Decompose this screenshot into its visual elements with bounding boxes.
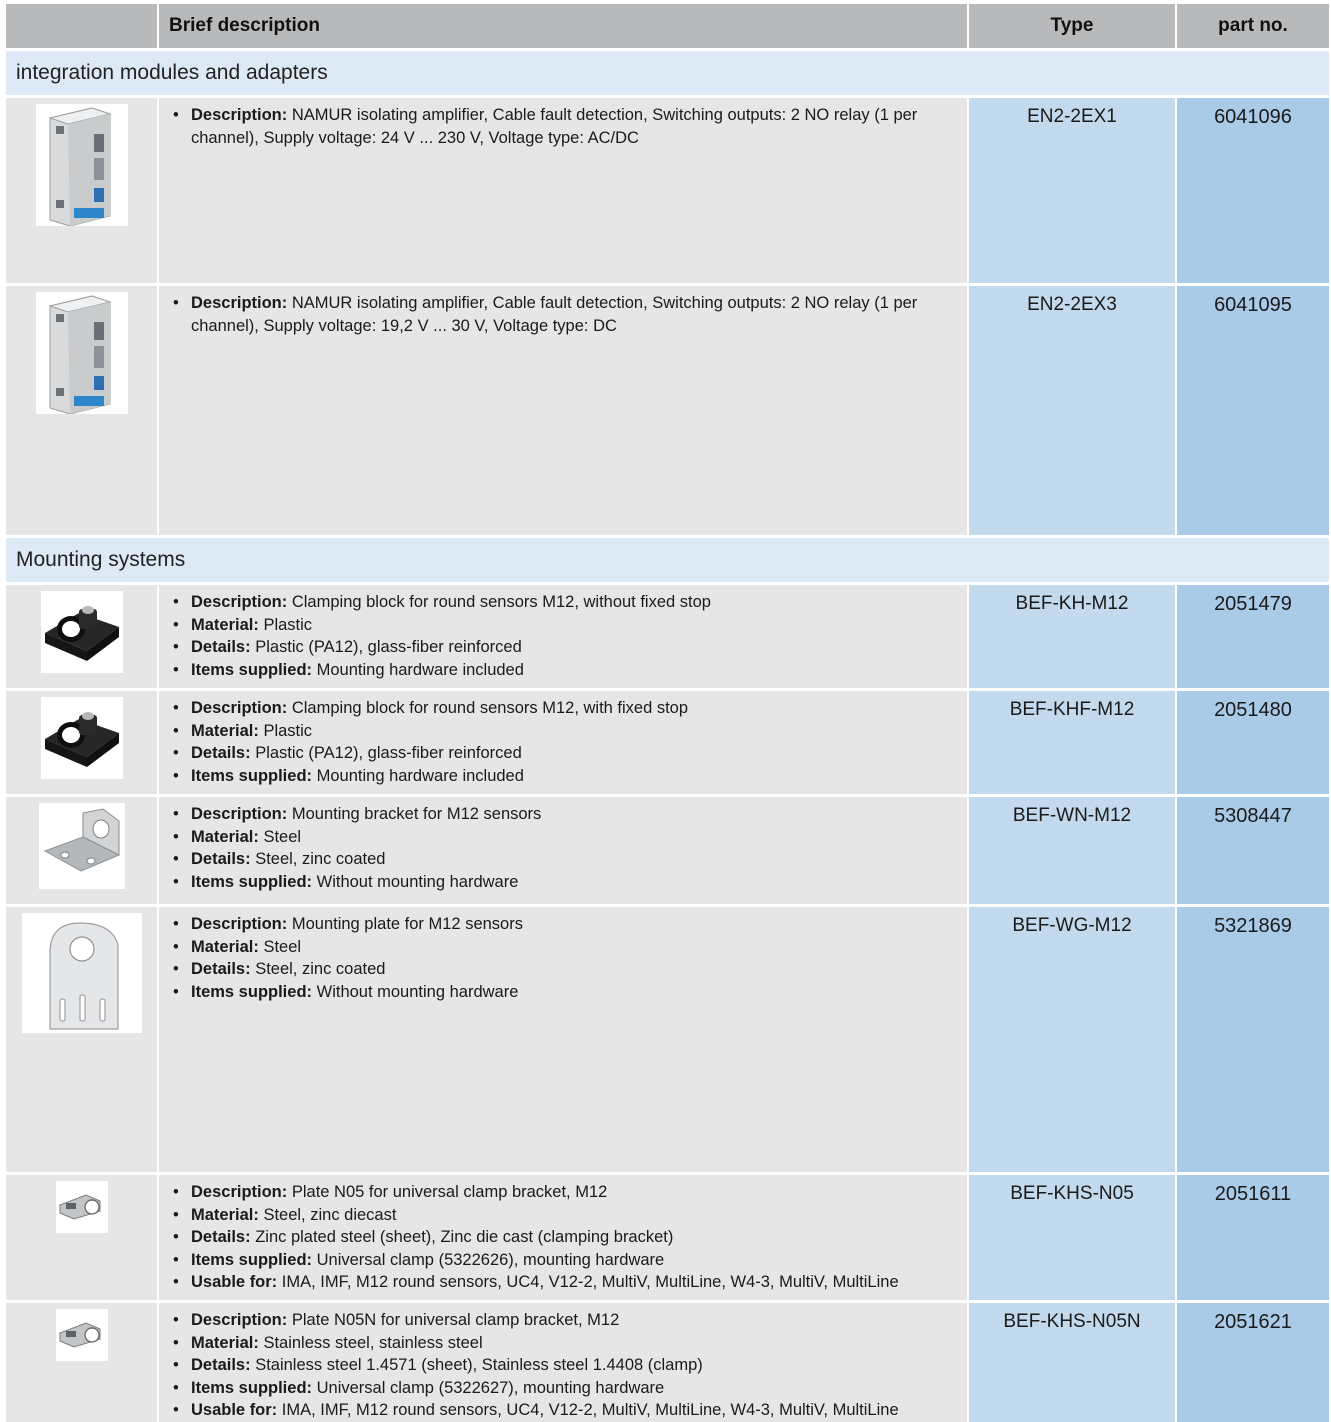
spec-text: Plate N05N for universal clamp bracket, M12 [287, 1311, 620, 1329]
description-cell [158, 690, 968, 796]
spec-item [167, 871, 957, 894]
product-image-cell [6, 584, 158, 690]
spec-item [167, 292, 957, 337]
spec-text: Zinc plated steel (sheet), Zinc die cast (clamping bracket) [250, 1228, 674, 1246]
spec-item [167, 1377, 957, 1400]
spec-text: Steel [258, 937, 302, 956]
spec-label: Description: [191, 106, 288, 124]
spec-text: Plastic [258, 721, 313, 740]
table-row [6, 906, 1329, 1174]
spec-label: Items supplied: [191, 982, 313, 1001]
spec-text: Steel [258, 827, 302, 846]
section-title: Mounting systems [6, 537, 1329, 584]
product-image-cell [6, 1174, 158, 1302]
spec-item [167, 636, 957, 659]
spec-list [167, 292, 957, 337]
spec-item [167, 1249, 957, 1272]
type-cell: BEF-KH-M12 [968, 584, 1176, 690]
section-header-row [6, 537, 1329, 584]
part-number-cell: 6041095 [1176, 285, 1329, 537]
type-cell: EN2-2EX1 [968, 97, 1176, 285]
part-number-cell: 2051621 [1176, 1302, 1329, 1422]
spec-list [167, 591, 957, 681]
product-image-cell [6, 1302, 158, 1422]
spec-label: Usable for: [191, 1273, 278, 1291]
spec-label: Description: [191, 915, 288, 933]
type-cell: BEF-WG-M12 [968, 906, 1176, 1174]
description-cell [158, 906, 968, 1174]
header-part-col: part no. [1176, 4, 1329, 50]
spec-text: NAMUR isolating amplifier, Cable fault detection, Switching outputs: 2 NO relay (1 per channel), Supply voltage: 24 V ... 230 V, Voltage type: AC/DC [191, 106, 918, 147]
universal-clamp-plate-image [56, 1309, 108, 1361]
section-header-row [6, 50, 1329, 97]
spec-item [167, 720, 957, 743]
spec-label: Description: [191, 294, 288, 312]
spec-text: Clamping block for round sensors M12, without fixed stop [287, 593, 711, 611]
spec-text: Stainless steel 1.4571 (sheet), Stainless steel 1.4408 (clamp) [250, 1356, 703, 1374]
spec-label: Details: [191, 744, 251, 762]
description-cell [158, 1174, 968, 1302]
table-row [6, 584, 1329, 690]
product-image-cell [6, 285, 158, 537]
universal-clamp-plate-image [56, 1181, 108, 1233]
header-image-col [6, 4, 158, 50]
spec-text: Without mounting hardware [312, 982, 519, 1001]
spec-item [167, 1399, 957, 1422]
table-row [6, 1302, 1329, 1422]
spec-item [167, 591, 957, 614]
product-image-cell [6, 796, 158, 906]
spec-text: Plastic [258, 615, 313, 634]
spec-label: Material: [191, 1205, 259, 1224]
accessories-table [6, 4, 1329, 1422]
spec-label: Material: [191, 1333, 259, 1352]
clamping-block-image [41, 697, 123, 779]
table-header-row [6, 4, 1329, 50]
spec-list [167, 1181, 957, 1294]
part-number-cell: 2051480 [1176, 690, 1329, 796]
spec-text: Steel, zinc coated [250, 960, 386, 978]
mounting-plate-image [22, 913, 142, 1033]
part-number-cell: 5321869 [1176, 906, 1329, 1174]
part-number-cell: 5308447 [1176, 796, 1329, 906]
spec-item [167, 659, 957, 682]
spec-label: Items supplied: [191, 872, 313, 891]
spec-label: Details: [191, 638, 251, 656]
product-image-cell [6, 906, 158, 1174]
spec-text: Mounting hardware included [312, 766, 524, 785]
spec-label: Description: [191, 1183, 288, 1201]
spec-label: Description: [191, 699, 288, 717]
description-cell [158, 1302, 968, 1422]
spec-item [167, 1354, 957, 1377]
table-body [6, 50, 1329, 1422]
spec-item [167, 848, 957, 871]
header-description-col: Brief description [158, 4, 968, 50]
spec-label: Details: [191, 960, 251, 978]
description-cell [158, 796, 968, 906]
spec-label: Usable for: [191, 1401, 278, 1419]
product-image-cell [6, 690, 158, 796]
table-row [6, 1174, 1329, 1302]
spec-label: Material: [191, 615, 259, 634]
table-row [6, 690, 1329, 796]
description-cell [158, 584, 968, 690]
spec-text: Without mounting hardware [312, 872, 519, 891]
spec-item [167, 1332, 957, 1355]
spec-label: Items supplied: [191, 1250, 313, 1269]
namur-amplifier-module-image [36, 104, 128, 226]
description-cell [158, 97, 968, 285]
spec-item [167, 1181, 957, 1204]
spec-item [167, 936, 957, 959]
spec-text: Steel, zinc coated [250, 850, 386, 868]
spec-text: IMA, IMF, M12 round sensors, UC4, V12-2, MultiV, MultiLine, W4-3, MultiV, MultiLine [277, 1401, 899, 1419]
spec-text: Steel, zinc diecast [258, 1205, 397, 1224]
spec-item [167, 742, 957, 765]
part-number-cell: 2051479 [1176, 584, 1329, 690]
spec-label: Description: [191, 593, 288, 611]
part-number-cell: 2051611 [1176, 1174, 1329, 1302]
spec-item [167, 981, 957, 1004]
spec-item [167, 913, 957, 936]
spec-label: Material: [191, 937, 259, 956]
table-row [6, 97, 1329, 285]
spec-item [167, 803, 957, 826]
spec-item [167, 765, 957, 788]
spec-item [167, 1204, 957, 1227]
spec-item [167, 958, 957, 981]
spec-text: Mounting hardware included [312, 660, 524, 679]
spec-text: Universal clamp (5322627), mounting hardware [312, 1378, 665, 1397]
spec-label: Items supplied: [191, 766, 313, 785]
spec-label: Items supplied: [191, 1378, 313, 1397]
description-cell [158, 285, 968, 537]
namur-amplifier-module-image [36, 292, 128, 414]
type-cell: BEF-KHS-N05 [968, 1174, 1176, 1302]
part-number-cell: 6041096 [1176, 97, 1329, 285]
spec-label: Details: [191, 1356, 251, 1374]
spec-item [167, 104, 957, 149]
spec-item [167, 614, 957, 637]
mounting-bracket-image [39, 803, 125, 889]
spec-text: Plastic (PA12), glass-fiber reinforced [250, 744, 522, 762]
table-row [6, 796, 1329, 906]
spec-text: IMA, IMF, M12 round sensors, UC4, V12-2, MultiV, MultiLine, W4-3, MultiV, MultiLine [277, 1273, 899, 1291]
spec-list [167, 697, 957, 787]
spec-text: Universal clamp (5322626), mounting hardware [312, 1250, 665, 1269]
spec-text: Mounting plate for M12 sensors [287, 915, 523, 933]
spec-item [167, 826, 957, 849]
product-image-cell [6, 97, 158, 285]
spec-item [167, 1226, 957, 1249]
spec-label: Material: [191, 721, 259, 740]
spec-list [167, 803, 957, 893]
spec-label: Details: [191, 1228, 251, 1246]
spec-item [167, 1309, 957, 1332]
table-row [6, 285, 1329, 537]
spec-text: Plastic (PA12), glass-fiber reinforced [250, 638, 522, 656]
clamping-block-image [41, 591, 123, 673]
type-cell: EN2-2EX3 [968, 285, 1176, 537]
spec-text: Stainless steel, stainless steel [258, 1333, 483, 1352]
spec-text: Plate N05 for universal clamp bracket, M12 [287, 1183, 608, 1201]
type-cell: BEF-KHF-M12 [968, 690, 1176, 796]
spec-text: Clamping block for round sensors M12, with fixed stop [287, 699, 689, 717]
spec-item [167, 1271, 957, 1294]
spec-list [167, 1309, 957, 1422]
spec-label: Description: [191, 1311, 288, 1329]
spec-label: Items supplied: [191, 660, 313, 679]
spec-text: Mounting bracket for M12 sensors [287, 805, 542, 823]
spec-item [167, 697, 957, 720]
spec-label: Description: [191, 805, 288, 823]
spec-list [167, 104, 957, 149]
spec-text: NAMUR isolating amplifier, Cable fault detection, Switching outputs: 2 NO relay (1 per channel), Supply voltage: 19,2 V ... 30 V, Voltage type: DC [191, 294, 918, 335]
section-title: integration modules and adapters [6, 50, 1329, 97]
spec-label: Details: [191, 850, 251, 868]
header-type-col: Type [968, 4, 1176, 50]
type-cell: BEF-KHS-N05N [968, 1302, 1176, 1422]
type-cell: BEF-WN-M12 [968, 796, 1176, 906]
spec-label: Material: [191, 827, 259, 846]
spec-list [167, 913, 957, 1003]
